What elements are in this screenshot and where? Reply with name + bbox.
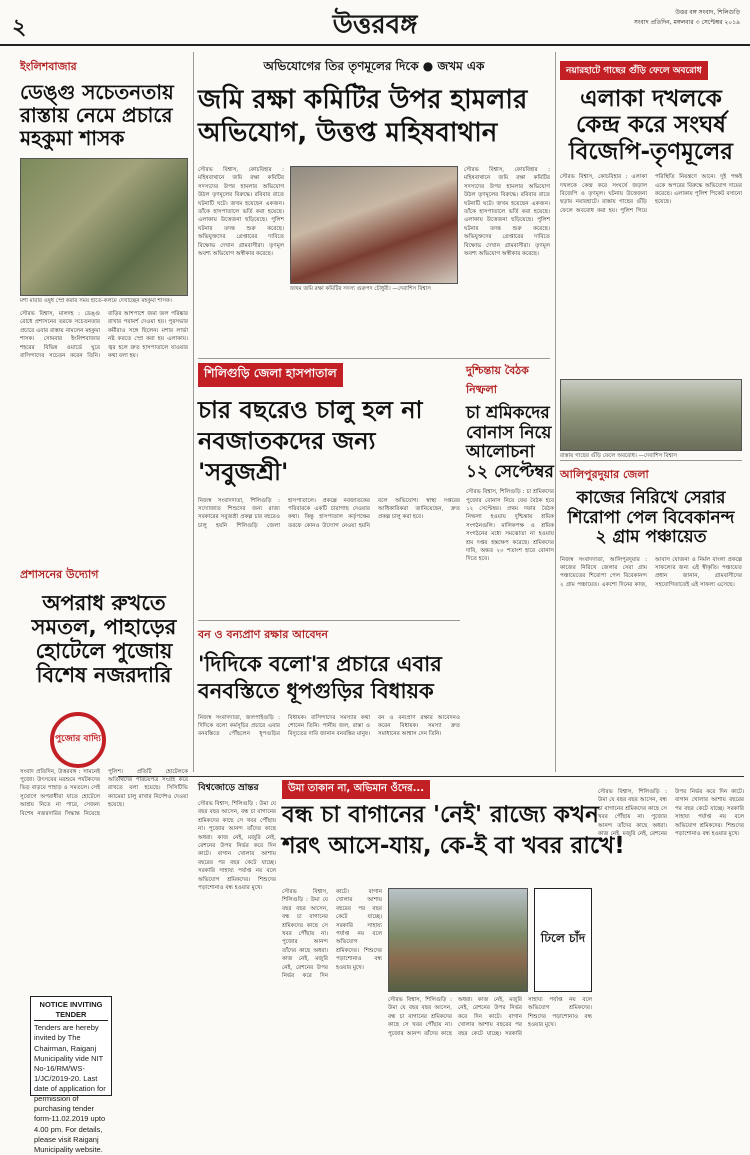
article-body-continued: সৌরভ বিশ্বাস, শিলিগুড়ি : উমা যে বছর বছর আসেন, বন্ধ চা বাগানের শ্রমিকদের কাছে সে খবর পৌঁছায় না। পুজোর আনন্দ তাঁদের কাছে অধরা। কাজ নেই, মজুরি নেই, রেশনের উপর নির্ভর করে দিন কাটে। বাগান খোলার আশায় বছরের পর বছর কেটে যাচ্ছে। সরকারি সাহায্য পর্যাপ্ত নয় বলে অভিযোগ শ্রমিকদের। শিশুদের পড়াশোনাও বন্ধ হওয়ার মুখে। xyxy=(282,889,382,979)
column-rule xyxy=(193,52,194,772)
article-photo xyxy=(560,379,742,451)
article-land-committee xyxy=(198,58,550,292)
article-clash xyxy=(560,58,742,461)
article-kicker: প্রশাসনের উদ্যোগ xyxy=(20,568,99,581)
article-headline: বন্ধ চা বাগানের 'নেই' রাজ্যে কখন শরৎ আসে-যায়, কে-ই বা খবর রাখে! xyxy=(282,802,625,860)
section-rule xyxy=(118,776,744,777)
dateline-line-2: সংবাদ প্রতিদিন, মঙ্গলবার ৩ সেপ্টেম্বর ২০১৯ xyxy=(633,18,740,26)
article-body: নিজস্ব সংবাদদাতা, শিলিগুড়ি : সদ্যোজাত শিশুদের জন্য রাজ্য সরকারের সবুজশ্রী প্রকল্প চার বছরেও চালু হয়নি শিলিগুড়ি জেলা হাসপাতালে। প্রকল্পে নবজাতকের পরিবারকে একটি চারাগাছ দেওয়ার কথা। কিন্তু হাসপাতাল কর্তৃপক্ষের তরফে কোনও উদ্যোগ নেওয়া হয়নি বলে অভিযোগ। স্বাস্থ্য দপ্তরের আধিকারিকরা জানিয়েছেন, দ্রুত প্রকল্প চালু করা হবে। xyxy=(198,497,460,529)
article-sabujshree xyxy=(198,362,460,663)
article-body: নিজস্ব সংবাদদাতা, আলিপুরদুয়ার : কাজের নিরিখে জেলার সেরা গ্রাম পঞ্চায়েতের শিরোপা পেল বিবেকানন্দ ২ গ্রাম পঞ্চায়েত। একশো দিনের কাজ, আবাস যোজনা ও নির্মল বাংলা প্রকল্পে সাফল্যের জন্য এই স্বীকৃতি। পঞ্চায়েত প্রধান জানান, গ্রামবাসীদের সহযোগিতাতেই এই সাফল্য এসেছে। xyxy=(560,556,742,588)
article-body: সৌরভ বিশ্বাস, মালদহ : ডেঙ্গু রোধে প্রশাসনের তরফে সচেতনতার প্রচারে এবার রাস্তায় নামলেন মহকুমা শাসক। সোমবার ইংলিশবাজার শহরের বিভিন্ন ওয়ার্ডে ঘুরে বাসিন্দাদের সচেতন করেন তিনি। বাড়ির আশপাশে জমা জল পরিষ্কার রাখার পরামর্শ দেওয়া হয়। পুরসভার কর্মীরাও সঙ্গে ছিলেন। মশার লার্ভা নষ্ট করতে স্প্রে করা হয় এলাকায়। জ্বর হলে দ্রুত হাসপাতালে যাওয়ার কথা বলা হয়। xyxy=(20,311,188,359)
article-body: সৌরভ বিশ্বাস, কোচবিহার : এলাকা দখলকে কেন্দ্র করে সংঘর্ষে জড়াল বিজেপি ও তৃণমূল। ঘটনায় উত্তেজনা ছড়ায় নয়ারহাটে। রাস্তায় গাছের গুঁড়ি ফেলে অবরোধ করা হয়। পুলিশ গিয়ে পরিস্থিতি নিয়ন্ত্রণে আনে। দুই পক্ষই একে অপরের বিরুদ্ধে অভিযোগ দায়ের করেছে। এলাকায় পুলিশ পিকেট বসানো হয়েছে। xyxy=(560,174,742,214)
article-kicker: আলিপুরদুয়ার জেলা xyxy=(560,468,649,481)
masthead xyxy=(0,0,750,46)
tender-notice xyxy=(30,996,112,1154)
article-kicker: বন ও বন্যপ্রাণ রক্ষার আবেদন xyxy=(198,628,328,641)
article-hotel-surveillance xyxy=(20,566,188,1048)
photo-caption: রাস্তায় গাছের গুঁড়ি ফেলে অবরোধ। —দেবাশিস বিশ্বাস xyxy=(560,453,678,460)
article-headline: কাজের নিরিখে সেরার শিরোপা পেল বিবেকানন্দ ২ গ্রাম পঞ্চায়েত xyxy=(567,488,735,548)
dateline-line-1: উত্তর বঙ্গ সংবাদ, শিলিগুড়ি xyxy=(675,9,740,16)
photo-caption: জখম জমি রক্ষা কমিটির সদস্য গুরুপদ চৌধুরী। —দেবাশিস বিশ্বাস xyxy=(290,286,431,292)
masthead-dateline xyxy=(634,8,740,27)
article-body-continued: সৌরভ বিশ্বাস, কোচবিহার : মহিষবাথানে জমি রক্ষা কমিটির সদস্যদের উপর হামলার অভিযোগ উঠল তৃণমূলের বিরুদ্ধে। রবিবার রাতে ঘটনাটি ঘটে। জখম হয়েছেন একজন। তাঁকে হাসপাতালে ভর্তি করা হয়েছে। এলাকায় উত্তেজনা ছড়িয়েছে। পুলিশ ঘটনার তদন্ত শুরু করেছে। অভিযুক্তদের গ্রেপ্তারের দাবিতে বিক্ষোভ দেখান গ্রামবাসীরা। তৃণমূল অবশ্য অভিযোগ অস্বীকার করেছে। xyxy=(464,167,550,257)
photo-caption: মশা মারার ওষুধ স্প্রে করার সময় হাতে-কলমে দেখাচ্ছেন মহকুমা শাসক। xyxy=(20,298,172,304)
section-rule xyxy=(198,620,460,621)
column-rule xyxy=(555,52,556,772)
section-rule xyxy=(560,460,742,461)
article-headline: 'দিদিকে বলো'র প্রচারে এবার বনবস্তিতে ধূপগুড়ির বিধায়ক xyxy=(198,652,442,704)
article-headline: অপরাধ রুখতে সমতল, পাহাড়ের হোটেলে পুজোয় বিশেষ নজরদারি xyxy=(31,591,177,688)
article-body: সৌরভ বিশ্বাস, শিলিগুড়ি : চা শ্রমিকদের পুজোর বোনাস নিয়ে ফের বৈঠক হবে ১২ সেপ্টেম্বর। প্রথম দফার বৈঠক নিষ্ফলা হওয়ায় দুশ্চিন্তায় শ্রমিক সংগঠনগুলি। মালিকপক্ষ ও শ্রমিক সংগঠনের মধ্যে সমঝোতা না হওয়ায় শ্রম দপ্তর হস্তক্ষেপ করেছে। শ্রমিকদের দাবি, অন্তত ২০ শতাংশ হারে বোনাস দিতে হবে। xyxy=(466,489,554,563)
article-kicker: ইংলিশবাজার xyxy=(20,60,77,73)
section-rule xyxy=(198,358,550,359)
article-body-lower: সৌরভ বিশ্বাস, শিলিগুড়ি : উমা যে বছর বছর আসেন, বন্ধ চা বাগানের শ্রমিকদের কাছে সে খবর পৌঁছায় না। পুজোর আনন্দ তাঁদের কাছে অধরা। কাজ নেই, মজুরি নেই, রেশনের উপর নির্ভর করে দিন কাটে। বাগান খোলার আশায় বছরের পর বছর কেটে যাচ্ছে। সরকারি সাহায্য পর্যাপ্ত নয় বলে অভিযোগ শ্রমিকদের। শিশুদের পড়াশোনাও বন্ধ হওয়ার মুখে। xyxy=(388,997,592,1037)
article-headline: চা শ্রমিকদের বোনাস নিয়ে আলোচনা ১২ সেপ্টেম্বর xyxy=(466,403,554,482)
article-body: সৌরভ বিশ্বাস, কোচবিহার : মহিষবাথানে জমি রক্ষা কমিটির সদস্যদের উপর হামলার অভিযোগ উঠল তৃণমূলের বিরুদ্ধে। রবিবার রাতে ঘটনাটি ঘটে। জখম হয়েছেন একজন। তাঁকে হাসপাতালে ভর্তি করা হয়েছে। এলাকায় উত্তেজনা ছড়িয়েছে। পুলিশ ঘটনার তদন্ত শুরু করেছে। অভিযুক্তদের গ্রেপ্তারের দাবিতে বিক্ষোভ দেখান গ্রামবাসীরা। তৃণমূল অবশ্য অভিযোগ অস্বীকার করেছে। xyxy=(198,167,284,257)
article-kicker: অভিযোগের তির তৃণমূলের দিকে ● জখম এক xyxy=(263,59,485,73)
article-headline: চার বছরেও চালু হল না নবজাতকদের জন্য 'সবুজশ্রী' xyxy=(198,396,423,487)
column-logo: ঢিলে চাঁদ xyxy=(534,888,592,992)
article-kicker: দুশ্চিন্তায় বৈঠক নিষ্ফলা xyxy=(466,364,529,396)
article-headline: জমি রক্ষা কমিটির উপর হামলার অভিযোগ, উত্তপ্ত মহিষবাথান xyxy=(198,85,528,148)
article-kicker: শিলিগুড়ি জেলা হাসপাতাল xyxy=(198,363,343,387)
article-photo xyxy=(290,166,458,284)
section-title: উত্তরবঙ্গ xyxy=(332,10,418,40)
article-tea-bonus xyxy=(466,362,554,718)
article-kicker: নয়ারহাটে গাছের গুঁড়ি ফেলে অবরোধ xyxy=(560,61,708,80)
article-tea-garden xyxy=(198,780,744,1100)
tender-title: NOTICE INVITING TENDER xyxy=(34,1000,108,1021)
article-subkicker: উমা তাকান না, অভিমান ওঁদের... xyxy=(282,780,430,799)
article-body-right: সৌরভ বিশ্বাস, শিলিগুড়ি : উমা যে বছর বছর আসেন, বন্ধ চা বাগানের শ্রমিকদের কাছে সে খবর পৌঁছায় না। পুজোর আনন্দ তাঁদের কাছে অধরা। কাজ নেই, মজুরি নেই, রেশনের উপর নির্ভর করে দিন কাটে। বাগান খোলার আশায় বছরের পর বছর কেটে যাচ্ছে। সরকারি সাহায্য পর্যাপ্ত নয় বলে অভিযোগ শ্রমিকদের। শিশুদের পড়াশোনাও বন্ধ হওয়ার মুখে। xyxy=(598,789,744,837)
article-dengue xyxy=(20,58,188,520)
article-headline: ডেঙ্গু সচেতনতায় রাস্তায় নেমে প্রচারে মহকুমা শাসক xyxy=(20,80,174,150)
tender-body: Tenders are hereby invited by The Chairman, Raiganj Municipality vide NIT No-16/RM/WS-1/JC/2019-20. Last date of application for permission of purchasing tender form-11.02.2019 upto 4.00 pm. For details, please visit Raiganj Municipality website. xyxy=(34,1023,106,1154)
article-photo xyxy=(388,888,528,992)
article-body: সংবাদ প্রতিদিন, উত্তরবঙ্গ : সামনেই পুজো। উৎসবের মরশুমে পর্যটকদের ভিড় বাড়বে পাহাড় ও সমতলে। সেই সুযোগে অপরাধীরা যাতে হোটেলে আশ্রয় নিতে না পারে, সেজন্য বিশেষ নজরদারির সিদ্ধান্ত নিয়েছে পুলিশ। প্রতিটি হোটেলকে অতিথিদের পরিচয়পত্র সংগ্রহ করে রাখতে বলা হয়েছে। সিসিটিভি ক্যামেরা চালু রাখার নির্দেশও দেওয়া হয়েছে। xyxy=(20,768,188,817)
article-photo xyxy=(20,158,188,296)
article-panchayat-award xyxy=(560,466,742,766)
puja-logo: পুজোর বাদ্যি xyxy=(50,712,106,768)
article-headline: এলাকা দখলকে কেন্দ্র করে সংঘর্ষ বিজেপি-তৃণমূলের xyxy=(569,86,733,165)
article-kicker: বিশ্বজোড়ে ভ্রান্তর xyxy=(198,783,259,793)
article-body: নিজস্ব সংবাদদাতা, জলপাইগুড়ি : দিদিকে বলো কর্মসূচির প্রচারে এবার বনবস্তিতে পৌঁছলেন ধূপগুড়ির বিধায়ক। বাসিন্দাদের সমস্যার কথা শোনেন তিনি। পানীয় জল, রাস্তা ও বিদ্যুতের দাবি জানান বনবস্তির মানুষ। বন ও বন্যপ্রাণ রক্ষার আবেদনও করেন বিধায়ক। সমস্যা দ্রুত সমাধানের আশ্বাস দেন তিনি। xyxy=(198,714,460,738)
page-number: ২ xyxy=(12,14,27,40)
article-body: সৌরভ বিশ্বাস, শিলিগুড়ি : উমা যে বছর বছর আসেন, বন্ধ চা বাগানের শ্রমিকদের কাছে সে খবর পৌঁছায় না। পুজোর আনন্দ তাঁদের কাছে অধরা। কাজ নেই, মজুরি নেই, রেশনের উপর নির্ভর করে দিন কাটে। বাগান খোলার আশায় বছরের পর বছর কেটে যাচ্ছে। সরকারি সাহায্য পর্যাপ্ত নয় বলে অভিযোগ শ্রমিকদের। শিশুদের পড়াশোনাও বন্ধ হওয়ার মুখে। xyxy=(198,801,276,891)
